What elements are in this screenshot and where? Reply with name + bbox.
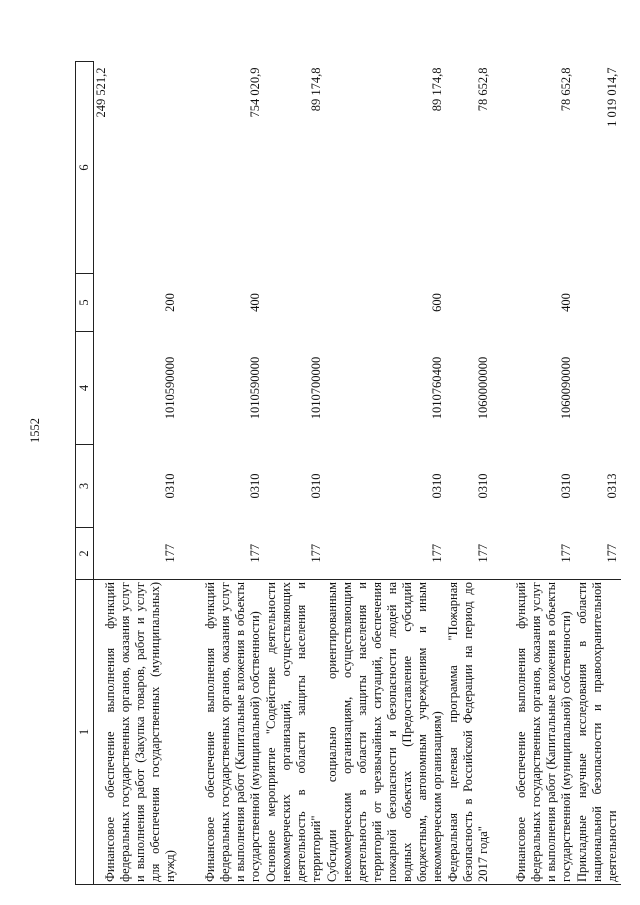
row-section-code: 0310 (248, 473, 262, 499)
table-row (492, 62, 575, 885)
row-ministry-code: 177 (163, 543, 177, 563)
budget-table (75, 61, 621, 885)
row-target-code (575, 332, 621, 445)
row-expense-type (264, 274, 325, 332)
row-expense-type: 400 (559, 293, 573, 312)
row-expense-type (446, 274, 492, 332)
row-section-code: 0310 (163, 473, 177, 499)
table-row (179, 62, 264, 885)
table-row (264, 62, 325, 885)
row-amount: 78 652,8 (476, 67, 490, 112)
row-section-code: 0310 (430, 473, 444, 499)
row-ministry-code: 177 (605, 543, 619, 563)
table-row (325, 62, 446, 885)
row-ministry-code: 177 (476, 543, 490, 563)
row-name: Финансовое обеспечение выполнения функций федеральных государственных органов, оказания услуг и выполнения работ (Капитальные вложения в объекты государственной (муниципальной) собственности) (179, 580, 264, 885)
row-target-code: 1060000000 (476, 356, 490, 420)
budget-table-rotated (75, 62, 637, 885)
row-expense-type (575, 274, 621, 332)
row-amount: 89 174,8 (430, 67, 444, 112)
row-ministry-code: 177 (559, 543, 573, 563)
row-amount: 1 019 014,7 (605, 67, 619, 127)
row-amount: 754 020,9 (248, 67, 262, 118)
row-name: Финансовое обеспечение выполнения функций федеральных государственных органов, оказания услуг и выполнения работ (Закупка товаров, работ и услуг для обеспечения государственных (муниципальных) нужд) (94, 580, 180, 885)
row-section-code: 0310 (476, 473, 490, 499)
row-ministry-code: 177 (309, 543, 323, 563)
row-expense-type: 200 (163, 293, 177, 312)
column-header-5: 5 (76, 274, 94, 332)
row-expense-type: 600 (430, 293, 444, 312)
column-header-2: 2 (76, 528, 94, 580)
row-name: Субсидии социально ориентированным некоммерческим организациям, осуществляющим деятельность в области защиты населения и территорий от чрезвычайных ситуаций, обеспечения пожарной безопасности и безопасности людей на водных объектах (Предоставление субсидий бюджетным, автономным учреждениям и иным некоммерческим организациям) (325, 580, 446, 885)
row-ministry-code: 177 (248, 543, 262, 563)
column-header-4: 4 (76, 332, 94, 445)
row-name: Прикладные научные исследования в области национальной безопасности и правоохранительной деятельности (575, 580, 621, 885)
table-row (94, 62, 180, 885)
row-name: Финансовое обеспечение выполнения функций федеральных государственных органов, оказания услуг и выполнения работ (Капитальные вложения в объекты государственной (муниципальной) собственности) (492, 580, 575, 885)
row-amount: 89 174,8 (309, 67, 323, 112)
column-header-3: 3 (76, 445, 94, 528)
row-target-code: 1010760400 (430, 356, 444, 420)
column-header-6: 6 (76, 62, 94, 274)
row-amount: 249 521,2 (94, 67, 108, 118)
table-row (575, 62, 621, 885)
row-target-code: 1010590000 (248, 356, 262, 420)
row-target-code: 1010700000 (309, 356, 323, 420)
row-section-code: 0313 (605, 473, 619, 499)
column-header-1: 1 (76, 580, 94, 885)
row-amount: 78 652,8 (559, 67, 573, 112)
table-header-row (76, 62, 94, 885)
row-ministry-code: 177 (430, 543, 444, 563)
row-target-code: 1010590000 (163, 356, 177, 420)
row-target-code: 1060090000 (559, 356, 573, 420)
row-section-code: 0310 (309, 473, 323, 499)
row-name: Основное мероприятие "Содействие деятельности некоммерческих организаций, осуществляющих деятельность в области защиты населения и территорий" (264, 580, 325, 885)
page-number: 1552 (28, 418, 42, 443)
row-name: Федеральная целевая программа "Пожарная безопасность в Российской Федерации на период до 2017 года" (446, 580, 492, 885)
row-section-code: 0310 (559, 473, 573, 499)
table-row (446, 62, 492, 885)
row-expense-type: 400 (248, 293, 262, 312)
